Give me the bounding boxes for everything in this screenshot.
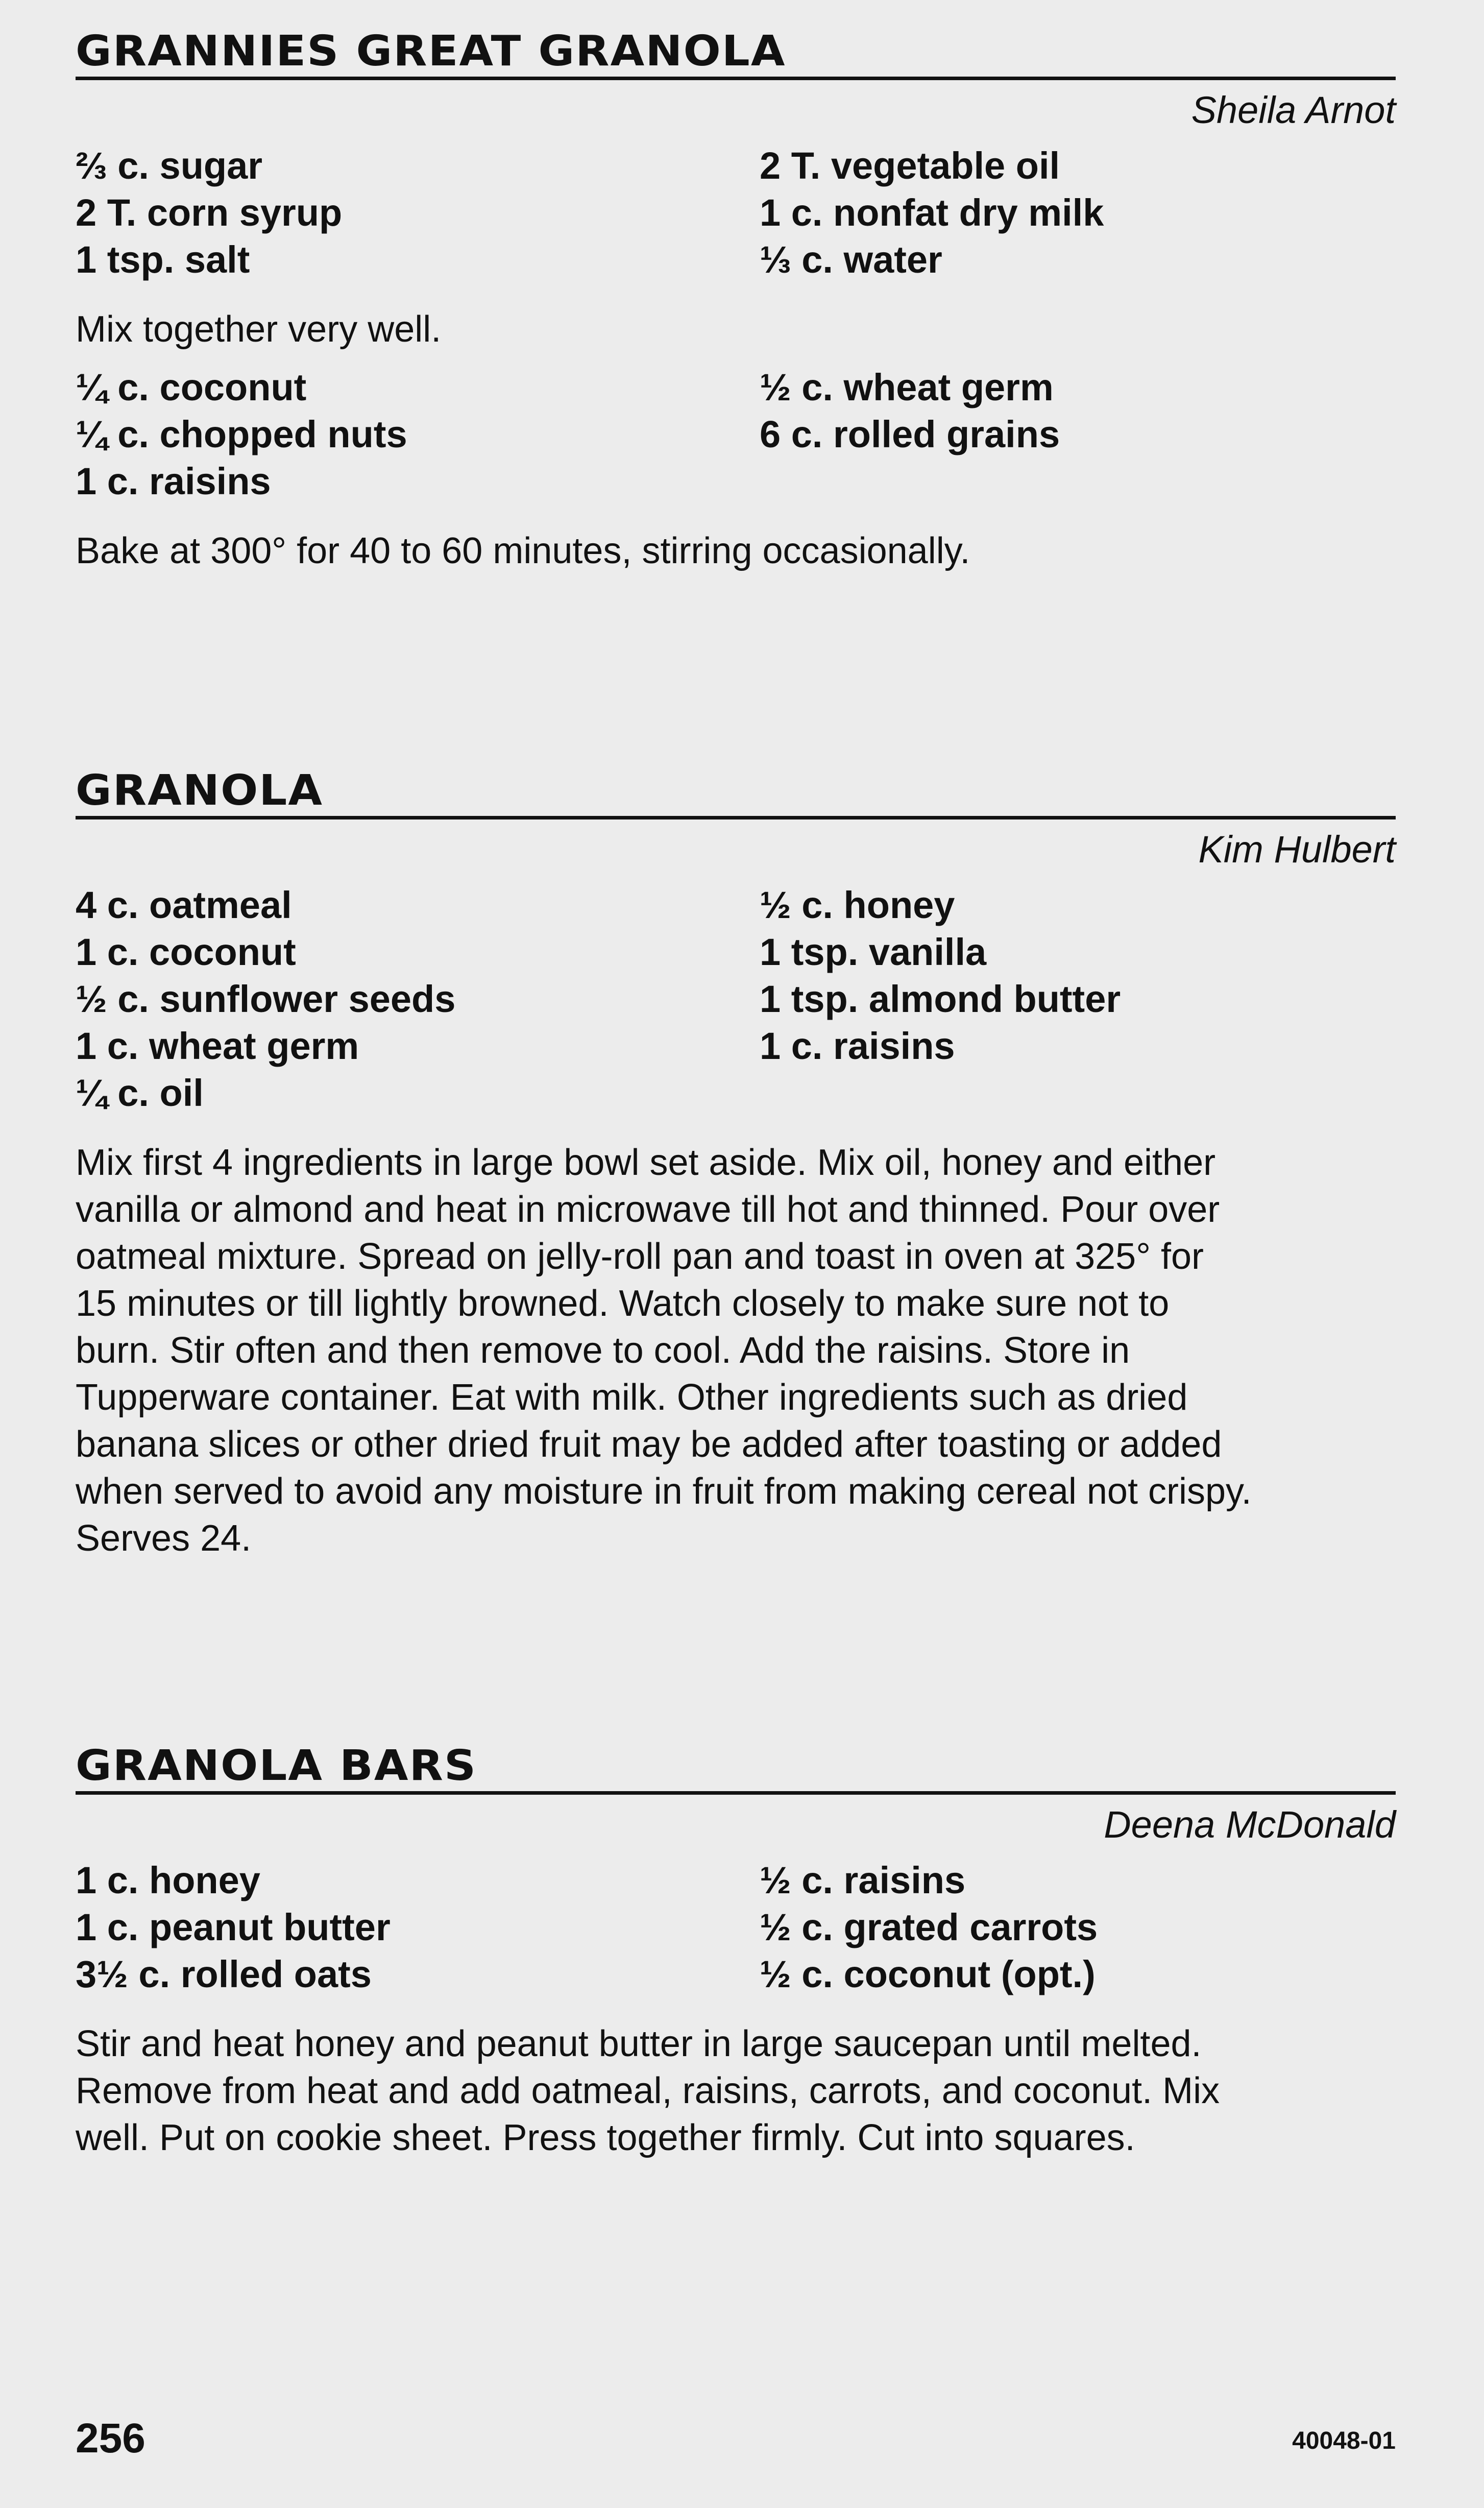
title-rule	[76, 1791, 1396, 1795]
ingredient-item: 1 tsp. vanilla	[760, 931, 987, 973]
ingredient-column-left	[76, 142, 760, 283]
instruction-line: when served to avoid any moisture in fruit from making cereal not crispy.	[76, 1471, 1252, 1512]
recipe-title: GRANNIES GREAT GRANOLA	[76, 27, 786, 76]
ingredient-item: 1 c. nonfat dry milk	[760, 191, 1104, 234]
ingredient-item: ½ c. raisins	[760, 1859, 966, 1901]
instruction-line: well. Put on cookie sheet. Press together firmly. Cut into squares.	[76, 2117, 1135, 2158]
ingredient-item: 1 c. peanut butter	[76, 1906, 391, 1948]
ingredient-item: 1 c. wheat germ	[76, 1025, 359, 1067]
ingredient-column-right	[760, 142, 1396, 283]
ingredient-column-right	[760, 364, 1396, 505]
instruction-line: Mix first 4 ingredients in large bowl set aside. Mix oil, honey and either	[76, 1142, 1216, 1183]
recipe-granola	[76, 766, 1396, 1562]
ingredient-item: ⅔ c. sugar	[76, 144, 263, 187]
recipe-granola-bars	[76, 1742, 1396, 2161]
recipe-instructions	[76, 1139, 1396, 1562]
ingredient-item: 4 c. oatmeal	[76, 884, 292, 926]
instruction-line: Stir and heat honey and peanut butter in large saucepan until melted.	[76, 2023, 1202, 2064]
recipe-instructions	[76, 2020, 1396, 2161]
ingredient-item: ½ c. sunflower seeds	[76, 978, 456, 1020]
ingredient-item: ½ c. wheat germ	[760, 366, 1054, 408]
ingredient-item: 3½ c. rolled oats	[76, 1953, 372, 1995]
instruction-line: burn. Stir often and then remove to cool. Add the raisins. Store in	[76, 1330, 1130, 1371]
title-rule	[76, 77, 1396, 80]
ingredient-item: ¼ c. oil	[76, 1072, 204, 1114]
ingredient-column-right	[760, 1857, 1396, 1998]
ingredient-item: 1 c. honey	[76, 1859, 260, 1901]
recipe-title: GRANOLA BARS	[76, 1742, 477, 1790]
instruction-line: oatmeal mixture. Spread on jelly-roll pan and toast in oven at 325° for	[76, 1236, 1204, 1277]
ingredient-item: 1 tsp. almond butter	[760, 978, 1121, 1020]
ingredient-list	[76, 142, 1396, 283]
recipe-author: Deena McDonald	[1104, 1803, 1396, 1846]
cookbook-page	[76, 0, 1396, 2508]
ingredient-list	[76, 882, 1396, 1117]
recipe-instructions: Bake at 300° for 40 to 60 minutes, stirring occasionally.	[76, 530, 970, 571]
instruction-line: vanilla or almond and heat in microwave till hot and thinned. Pour over	[76, 1189, 1220, 1230]
ingredient-item: 2 T. corn syrup	[76, 191, 343, 234]
ingredient-item: ¼ c. coconut	[76, 366, 307, 408]
ingredient-item: 1 c. coconut	[76, 931, 296, 973]
ingredient-item: ½ c. grated carrots	[760, 1906, 1098, 1948]
ingredient-item: ⅓ c. water	[760, 238, 942, 281]
instruction-line: Remove from heat and add oatmeal, raisins, carrots, and coconut. Mix	[76, 2070, 1220, 2111]
print-code: 40048-01	[1292, 2427, 1396, 2454]
ingredient-item: ½ c. coconut (opt.)	[760, 1953, 1096, 1995]
recipe-instruction: Mix together very well.	[76, 309, 442, 350]
instruction-line: Serves 24.	[76, 1518, 252, 1559]
recipe-title: GRANOLA	[76, 766, 324, 815]
recipe-author: Sheila Arnot	[1191, 89, 1396, 131]
ingredient-item: ½ c. honey	[760, 884, 955, 926]
ingredient-item: ¼ c. chopped nuts	[76, 413, 407, 455]
ingredient-column-left	[76, 1857, 760, 1998]
instruction-line: 15 minutes or till lightly browned. Watch closely to make sure not to	[76, 1283, 1170, 1324]
recipe-grannies-great-granola	[76, 27, 1396, 574]
ingredient-item: 1 c. raisins	[76, 460, 271, 502]
ingredient-list	[76, 364, 1396, 505]
ingredient-column-right	[760, 882, 1396, 1117]
ingredient-column-left	[76, 882, 760, 1117]
recipe-author: Kim Hulbert	[1198, 828, 1396, 871]
ingredient-item: 2 T. vegetable oil	[760, 144, 1060, 187]
ingredient-item: 1 c. raisins	[760, 1025, 955, 1067]
title-rule	[76, 816, 1396, 819]
ingredient-column-left	[76, 364, 760, 505]
page-number: 256	[76, 2415, 145, 2462]
instruction-line: banana slices or other dried fruit may be added after toasting or added	[76, 1424, 1222, 1465]
instruction-line: Tupperware container. Eat with milk. Other ingredients such as dried	[76, 1377, 1188, 1418]
ingredient-list	[76, 1857, 1396, 1998]
ingredient-item: 6 c. rolled grains	[760, 413, 1060, 455]
ingredient-item: 1 tsp. salt	[76, 238, 250, 281]
